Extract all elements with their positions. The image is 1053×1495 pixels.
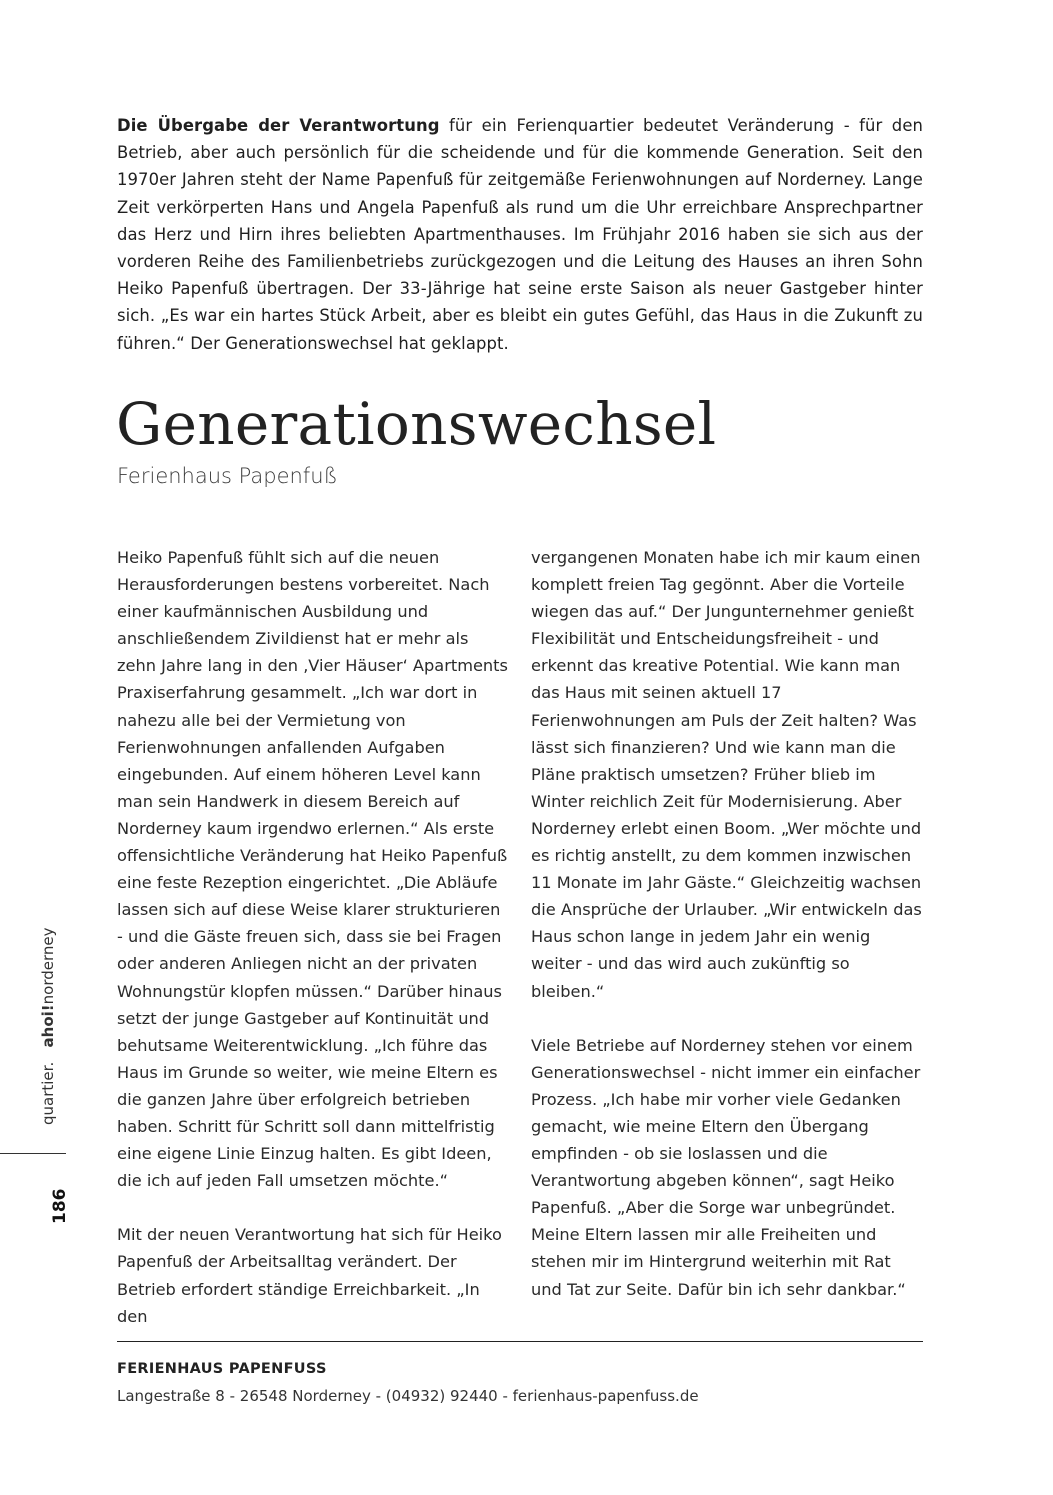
right-paragraph-1: vergangenen Monaten habe ich mir kaum einen komplett freien Tag gegönnt. Aber die Vorteile wiegen das auf.“ Der Jungunternehmer genießt Flexibilität und Entscheidungsfreiheit - und erkennt das kreative Potential. Wie kann man das Haus mit seinen aktuell 17 Ferienwohnungen am Puls der Zeit halten? Was lässt sich finanzieren? Und wie kann man die Pläne praktisch umsetzen? Früher blieb im Winter reichlich Zeit für Modernisierung. Aber Norderney erlebt einen Boom. „Wer möchte und es richtig anstellt, zu dem kommen inzwischen 11 Monate im Jahr Gäste.“ Gleichzeitig wachsen die Ansprüche der Urlauber. „Wir entwickeln das Haus schon lange in jedem Jahr ein wenig weiter - und das wird auch zukünftig so bleiben.“ <box>531 548 922 1001</box>
left-paragraph-1: Heiko Papenfuß fühlt sich auf die neuen Herausforderungen bestens vorbereitet. Nach einer kaufmännischen Ausbildung und anschließendem Zivildienst hat er mehr als zehn Jahre lang in den ‚Vier Häuser‘ Apartments Praxiserfahrung gesammelt. „Ich war dort in nahezu alle bei der Vermietung von Ferienwohnungen anfallenden Aufgaben eingebunden. Auf einem höheren Level kann man sein Handwerk in diesem Bereich auf Norderney kaum irgendwo erlernen.“ Als erste offensichtliche Veränderung hat Heiko Papenfuß eine feste Rezeption eingerichtet. „Die Abläufe lassen sich auf diese Weise klarer strukturieren - und die Gäste freuen sich, dass sie bei Fragen oder anderen Anliegen nicht an der privaten Wohnungstür klopfen müssen.“ Darüber hinaus setzt der junge Gastgeber auf Kontinuität und behutsame Weiterentwicklung. „Ich führe das Haus im Grunde so weiter, wie meine Eltern es die ganzen Jahre über erfolgreich betrieben haben. Schritt für Schritt soll dann mittelfristig eine eigene Linie Einzug halten. Es gibt Ideen, die ich auf jeden Fall umsetzen möchte.“ <box>117 548 508 1191</box>
sidebar-divider <box>0 1153 66 1154</box>
brand-rest: norderney <box>39 927 57 1005</box>
page-number-text: 186 <box>50 1188 70 1224</box>
intro-text: für ein Ferienquartier bedeutet Veränderung - für den Betrieb, aber auch persönlich für die scheidende und für die kommende Generation. Seit den 1970er Jahren steht der Name Papenfuß für zeitgemäße Ferienwohnungen auf Norderney. Lange Zeit verkörperten Hans und Angela Papenfuß als rund um die Uhr erreichbare Ansprechpartner das Herz und Hirn ihres beliebten Apartmenthauses. Im Frühjahr 2016 haben sie sich aus der vorderen Reihe des Familienbetriebs zurückgezogen und die Leitung des Hauses an ihren Sohn Heiko Papenfuß übertragen. Der 33-Jährige hat seine erste Saison als neuer Gastgeber hinter sich. „Es war ein hartes Stück Arbeit, aber es bleibt ein gutes Gefühl, das Haus in die Zukunft zu führen.“ Der Generationswechsel hat geklappt. <box>117 116 923 353</box>
article-column-right <box>531 544 923 1330</box>
page-number <box>50 1186 70 1224</box>
intro-lead: Die Übergabe der Verantwortung <box>117 116 440 135</box>
page-subtitle: Ferienhaus Papenfuß <box>117 464 338 488</box>
footer-address: Langestraße 8 - 26548 Norderney - (04932) 92440 - ferienhaus-papenfuss.de <box>117 1387 699 1405</box>
brand-bold: ahoi! <box>39 1004 57 1048</box>
footer-business-name: FERIENHAUS PAPENFUSS <box>117 1361 327 1377</box>
right-paragraph-2: Viele Betriebe auf Norderney stehen vor einem Generationswechsel - nicht immer ein einfacher Prozess. „Ich habe mir vorher viele Gedanken gemacht, wie meine Eltern den Übergang empfinden - ob sie loslassen und die Verantwortung abgeben können“, sagt Heiko Papenfuß. „Aber die Sorge war unbegründet. Meine Eltern lassen mir alle Freiheiten und stehen mir im Hintergrund weiterhin mit Rat und Tat zur Seite. Dafür bin ich sehr dankbar.“ <box>531 1035 921 1299</box>
section-label: quartier. <box>39 1061 57 1125</box>
intro-paragraph <box>117 112 923 357</box>
section-sidebar <box>39 927 57 1125</box>
left-paragraph-2: Mit der neuen Verantwortung hat sich für Heiko Papenfuß der Arbeitsalltag verändert. Der Betrieb erfordert ständige Erreichbarkeit. „In den <box>117 1225 502 1326</box>
footer-divider <box>117 1341 923 1342</box>
article-column-left <box>117 544 509 1357</box>
page-title: Generationswechsel <box>116 390 717 458</box>
